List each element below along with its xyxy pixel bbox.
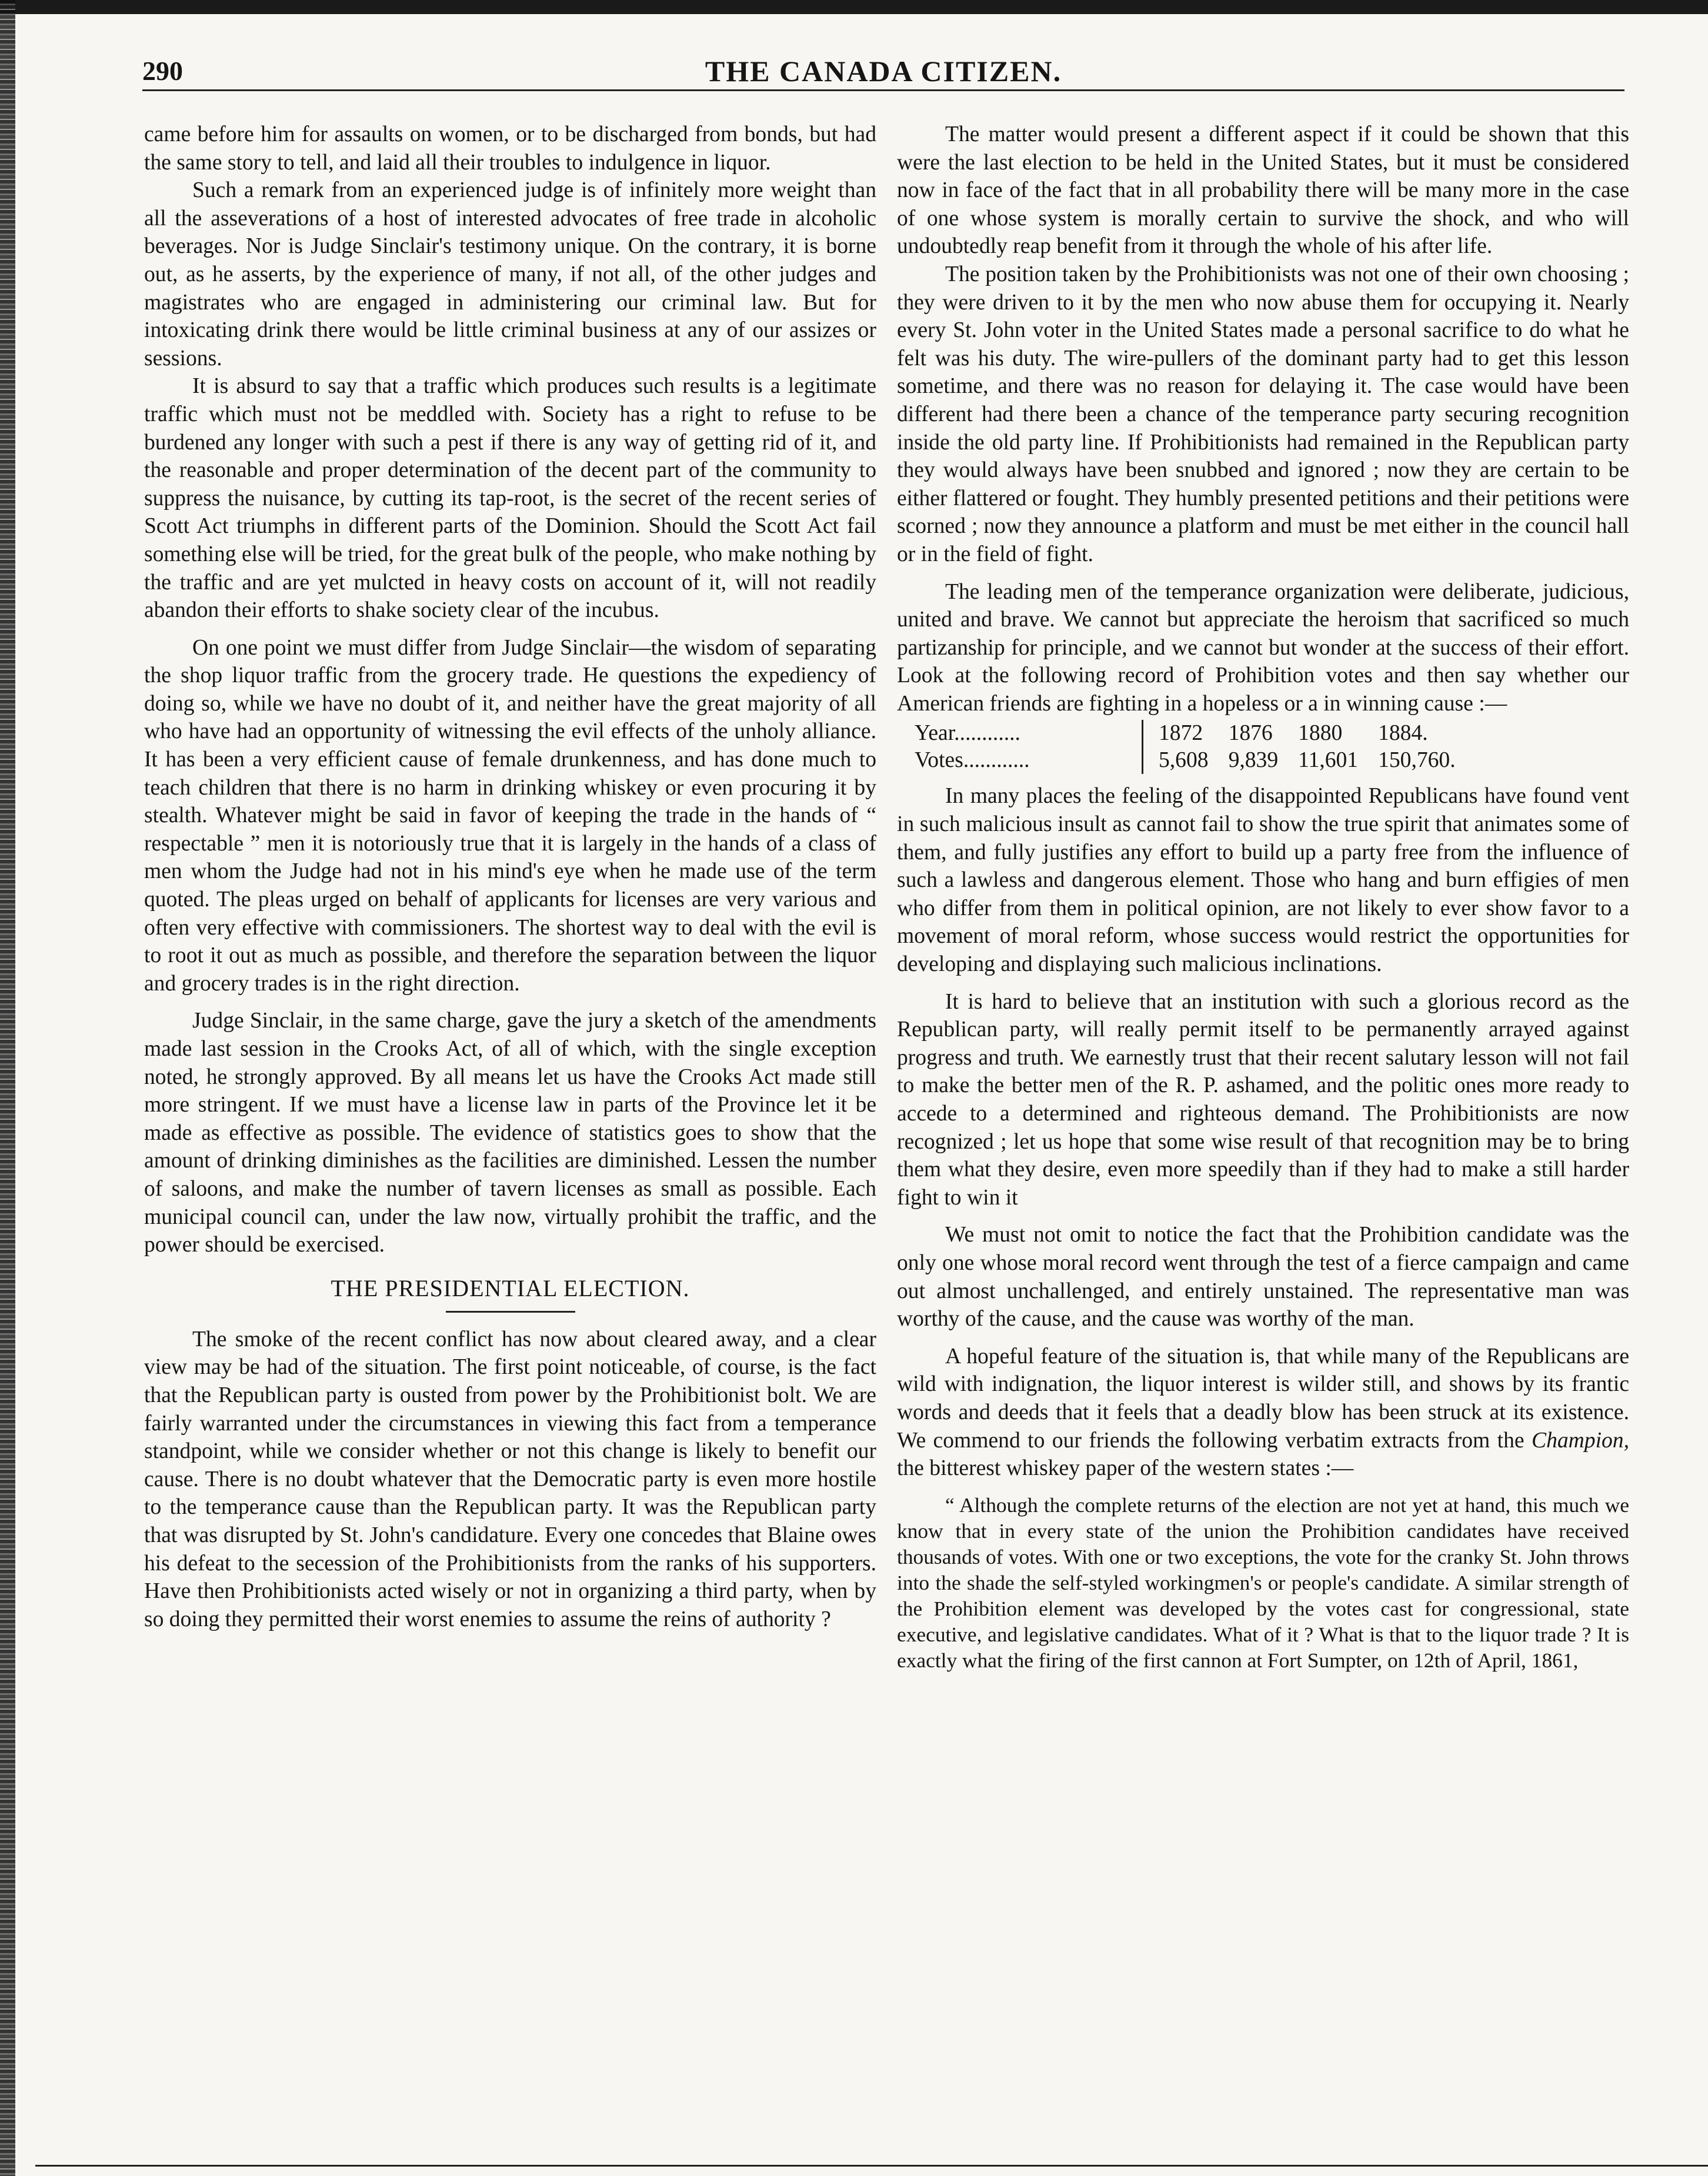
right-column [897,121,1629,1673]
table-row [915,720,1476,747]
paragraph-text: the bitterest whiskey paper of the western states :— [897,1456,1354,1481]
running-title: THE CANADA CITIZEN. [705,55,1062,88]
table-cell: 1880 [1298,721,1343,746]
page-header [142,54,1624,91]
paragraph: Judge Sinclair, in the same charge, gave the jury a sketch of the amendments made last session in the Crooks Act, of all of which, with the single exception noted, he strongly approved. By all means let us have the Crooks Act made still more stringent. If we must have a license law in parts of the Province let it be made as effective as possible. The evidence of statistics goes to show that the amount of drinking diminishes as the facilities are diminished. Lessen the number of saloons, and make the number of tavern licenses as small as possible. Each municipal council can, under the law now, virtually prohibit the traffic, and the power should be exercised. [144,1009,876,1257]
scan-top-edge [0,0,1708,14]
paragraph: The smoke of the recent conflict has now about cleared away, and a clear view may be had of the situation. The first point noticeable, of course, is the fact that the Republican party is ousted from power by the Prohibitionist bolt. We are fairly warranted under the circumstances in viewing this fact from a temperance standpoint, while we consider whether or not this change is likely to benefit our cause. There is no doubt whatever that the Democratic party is even more hostile to the temperance cause than the Republican party. It was the Republican party that was disrupted by St. John's candidature. Every one concedes that Blaine owes his defeat to the secession of the Prohibitionists from the ranks of his supporters. Have then Prohibitionists acted wisely or not in organizing a third party, when by so doing they permitted their worst enemies to assume the reins of authority ? [144,1327,876,1631]
table-cell: 1884. [1378,721,1428,746]
table-row [915,747,1476,774]
quoted-extract: “ Although the complete returns of the election are not yet at hand, this much we know that in every state of the union the Prohibition candidates have received thousands of votes. With one or two exceptions, the vote for the cranky St. John throws into the shade the self-styled workingmen's or people's candidate. A similar strength of the Prohibition element was developed by the votes cast for congressional, state executive, and legislative candidates. What of it ? What is that to the liquor trade ? It is exactly what the firing of the first cannon at Fort Sumpter, on 12th of April, 1861, [897,1493,1629,1672]
heading-rule [446,1311,575,1313]
paragraph [897,1343,1629,1483]
table-cell: 1872 [1159,721,1203,746]
table-cell: 5,608 [1159,748,1209,773]
table-cell: 9,839 [1228,748,1279,773]
newspaper-title: Champion, [1532,1428,1629,1453]
paragraph: The leading men of the temperance organization were deliberate, judicious, united and brave. We cannot but appreciate the heroism that sacrificed so much partizanship for principle, and we cannot but wonder at the success of their effort. Look at the following record of Prohibition votes and then say whether our American friends are fighting in a hopeless or a in winning cause :— [897,579,1629,716]
paragraph: On one point we must differ from Judge Sinclair—the wisdom of separating the shop liquor traffic from the grocery trade. He questions the expediency of doing so, while we have no doubt of it, and neither have the great majority of all who have had an opportunity of witnessing the evil effects of the unholy alliance. It has been a very efficient cause of female drunkenness, and has done much to teach children that there is no harm in drinking whiskey or even procuring it by stealth. Whatever might be said in favor of keeping the trade in the hands of “ respectable ” men it is notoriously true that it is largely in the hands of a class of men whom the Judge had not in his mind's eye when he made use of the term quoted. The pleas urged on behalf of applicants for licenses are very various and often very effective with commissioners. The shortest way to deal with the evil is to root it out as much as possible, and therefore the separation between the liquor and grocery trades is in the right direction. [144,635,876,996]
table-row-label: Votes............ [915,747,1143,774]
paragraph: The matter would present a different aspect if it could be shown that this were the last election to be held in the United States, but it must be considered now in face of the fact that in all probability there will be many more in the case of one whose system is morally certain to survive the shock, and who will undoubtedly reap benefit from it through the whole of his after life. [897,122,1629,259]
paragraph: The position taken by the Prohibitionists was not one of their own choosing ; they were driven to it by the men who now abuse them for occupying it. Nearly every St. John voter in the United States made a personal sacrifice to do what he felt was his duty. The wire-pullers of the dominant party had to get this lesson sometime, and there was no reason for delaying it. The case would have been different had there been a chance of the temperance party securing recognition inside the old party line. If Prohibitionists had remained in the Republican party they would always have been snubbed and ignored ; now they are certain to be either flattered or fought. They humbly presented petitions and their petitions were scorned ; now they announce a platform and must be met either in the council hall or in the field of fight. [897,262,1629,566]
left-column [144,121,876,1633]
paragraph: It is absurd to say that a traffic which produces such results is a legitimate traffic which must not be meddled with. Society has a right to refuse to be burdened any longer with such a pest if there is any way of getting rid of it, and the reasonable and proper determination of the decent part of the community to suppress the nuisance, by cutting its tap-root, is the secret of the recent series of Scott Act triumphs in different parts of the Dominion. Should the Scott Act fail something else will be tried, for the great bulk of the people, who make nothing by the traffic and are yet mulcted in heavy costs on account of it, will not readily abandon their efforts to shake society clear of the incubus. [144,374,876,623]
paragraph: Such a remark from an experienced judge is of infinitely more weight than all the asseverations of a host of interested advocates of free trade in alcoholic beverages. Nor is Judge Sinclair's testimony unique. On the contrary, it is borne out, as he asserts, by the experience of many, if not all, of the other judges and magistrates who are engaged in administering our criminal law. But for intoxicating drink there would be little criminal business at any of our assizes or sessions. [144,178,876,371]
paragraph: In many places the feeling of the disappointed Republicans have found vent in such malicious insult as cannot fail to show the true spirit that animates some of them, and fully justifies any effort to build up a party free from the influence of such a lawless and dangerous element. Those who hang and burn effigies of men who differ from them in political opinion, are not likely to ever show favor to a movement of moral reform, whose success would restrict the opportunities for developing and displaying such malicious inclinations. [897,784,1629,977]
prohibition-votes-table [915,720,1476,774]
table-row-label: Year............ [915,720,1143,747]
table-cell: 150,760. [1378,748,1456,773]
table-cell: 1876 [1228,721,1273,746]
page-bottom-rule [35,2165,1708,2167]
table-cell: 11,601 [1298,748,1359,773]
paragraph-text: A hopeful feature of the situation is, that while many of the Republicans are wild with indignation, the liquor interest is wilder still, and shows by its frantic words and deeds that it feels that a deadly blow has been struck at its existence. We commend to our friends the following verbatim extracts from the [897,1344,1629,1453]
paragraph: came before him for assaults on women, or to be discharged from bonds, but had the same story to tell, and laid all their troubles to indulgence in liquor. [144,122,876,175]
scan-binding-edge [0,0,15,2176]
paragraph: We must not omit to notice the fact that the Prohibition candidate was the only one whose moral record went through the test of a fierce campaign and came out almost unchallenged, and entirely unstained. The representative man was worthy of the cause, and the cause was worthy of the man. [897,1223,1629,1331]
page-number: 290 [142,56,183,86]
paragraph: It is hard to believe that an institution with such a glorious record as the Republican party, will really permit itself to be permanently arrayed against progress and truth. We earnestly trust that their recent salutary lesson will not fail to make the better men of the R. P. ashamed, and the politic ones more ready to accede to a determined and righteous demand. The Prohibitionists are now recognized ; let us hope that some wise result of that recognition may be to bring them what they desire, even more speedily than if they had to make a still harder fight to win it [897,989,1629,1210]
section-heading: THE PRESIDENTIAL ELECTION. [331,1274,690,1301]
